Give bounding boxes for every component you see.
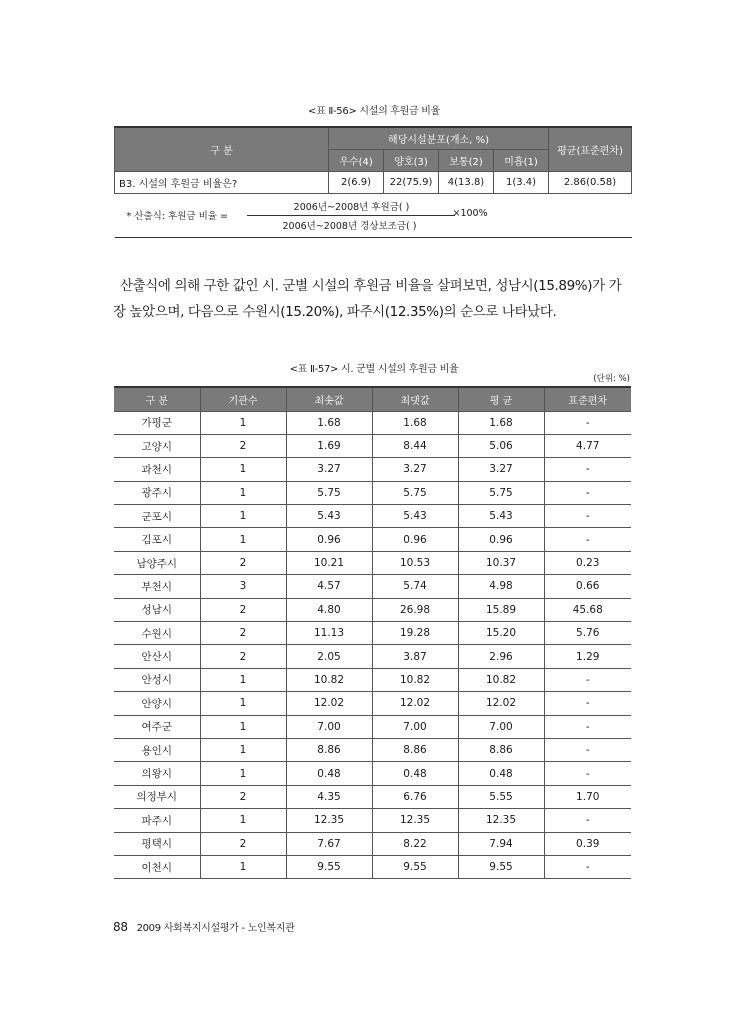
table2-header: 최댓값: [372, 387, 458, 411]
table-cell: 4.35: [286, 785, 372, 808]
table-row: [114, 551, 631, 574]
table-row: [114, 505, 631, 528]
table-cell: 1.68: [372, 411, 458, 434]
table-cell: 0.96: [286, 528, 372, 551]
table-cell: 1.70: [544, 785, 631, 808]
table1-mean-cell: 2.86(0.58): [549, 171, 632, 193]
table-cell: 8.44: [372, 434, 458, 457]
table2-header: 기관수: [200, 387, 286, 411]
table-cell: 10.21: [286, 551, 372, 574]
body-paragraph: [113, 273, 638, 325]
region-cell: 평택시: [114, 832, 200, 855]
formula-multiplier: ×100%: [452, 207, 488, 219]
table-row: [114, 645, 631, 668]
table-cell: 0.96: [372, 528, 458, 551]
table1-cell: 4(13.8): [439, 171, 494, 193]
region-cell: 안양시: [114, 692, 200, 715]
table1-subheader: 우수(4): [329, 149, 384, 171]
table-cell: 5.55: [458, 785, 544, 808]
table-cell: 8.86: [372, 738, 458, 761]
table-cell: 9.55: [286, 855, 372, 878]
table-row: [114, 575, 631, 598]
table2-header: 최솟값: [286, 387, 372, 411]
table-cell: 7.67: [286, 832, 372, 855]
unit-label: (단위: %): [593, 374, 630, 384]
table-cell: 1: [200, 738, 286, 761]
table1-subheader: 보통(2): [439, 149, 494, 171]
table-cell: 0.23: [544, 551, 631, 574]
table-cell: 5.76: [544, 622, 631, 645]
table-cell: 4.80: [286, 598, 372, 621]
table-cell: 0.48: [286, 762, 372, 785]
table1-row: [115, 171, 632, 193]
table1-subheader: 미흡(1): [494, 149, 549, 171]
table-cell: -: [544, 481, 631, 504]
table-cell: -: [544, 411, 631, 434]
table-cell: 7.00: [458, 715, 544, 738]
table1-caption: <표 Ⅱ-56> 시설의 후원금 비율: [308, 106, 440, 117]
region-cell: 수원시: [114, 622, 200, 645]
table-cell: 2: [200, 434, 286, 457]
table-cell: 0.96: [458, 528, 544, 551]
table-cell: -: [544, 458, 631, 481]
page-number: 88: [113, 920, 128, 934]
region-cell: 이천시: [114, 855, 200, 878]
region-cell: 용인시: [114, 738, 200, 761]
table-row: [114, 809, 631, 832]
table-cell: -: [544, 855, 631, 878]
table-cell: 5.75: [458, 481, 544, 504]
region-cell: 의정부시: [114, 785, 200, 808]
region-cell: 파주시: [114, 809, 200, 832]
table-cell: 2: [200, 832, 286, 855]
table-cell: 12.35: [372, 809, 458, 832]
table-row: [114, 832, 631, 855]
table-cell: 1: [200, 855, 286, 878]
table1-header-category: 구 분: [115, 127, 329, 171]
table-cell: -: [544, 668, 631, 691]
table-cell: 1: [200, 505, 286, 528]
table-row: [114, 668, 631, 691]
table-cell: 2: [200, 598, 286, 621]
table-cell: 3.87: [372, 645, 458, 668]
table-row: [114, 434, 631, 457]
table-cell: 10.37: [458, 551, 544, 574]
table-cell: 10.82: [458, 668, 544, 691]
formula-denominator: 2006년~2008년 경상보조금( ): [282, 220, 417, 232]
table-cell: 1.68: [458, 411, 544, 434]
table-cell: 3.27: [458, 458, 544, 481]
table-cell: 0.48: [372, 762, 458, 785]
table-cell: 2: [200, 551, 286, 574]
table-cell: 1.68: [286, 411, 372, 434]
table-cell: 2: [200, 785, 286, 808]
table-cell: 1.29: [544, 645, 631, 668]
table-cell: 7.00: [372, 715, 458, 738]
table2-header-row: [114, 387, 631, 411]
table-cell: 0.48: [458, 762, 544, 785]
table-cell: 0.66: [544, 575, 631, 598]
table-cell: -: [544, 505, 631, 528]
table-cell: 10.53: [372, 551, 458, 574]
paragraph-line: 장 높았으며, 다음으로 수원시(15.20%), 파주시(12.35%)의 순으로 나타났다.: [113, 304, 557, 320]
formula-cell: [115, 193, 632, 237]
table-cell: -: [544, 715, 631, 738]
footer-title: 2009 사회복지시설평가 - 노인복지관: [136, 923, 295, 934]
table-row: [114, 855, 631, 878]
table1-header-mean: 평균(표준편차): [549, 127, 632, 171]
table-cell: 12.02: [458, 692, 544, 715]
table-cell: 26.98: [372, 598, 458, 621]
table-row: [114, 692, 631, 715]
table-cell: 2: [200, 622, 286, 645]
table-cell: 4.57: [286, 575, 372, 598]
table-cell: 11.13: [286, 622, 372, 645]
region-cell: 부천시: [114, 575, 200, 598]
table-cell: 1: [200, 528, 286, 551]
table-cell: 1: [200, 411, 286, 434]
region-cell: 광주시: [114, 481, 200, 504]
table-cell: 7.94: [458, 832, 544, 855]
region-cell: 성남시: [114, 598, 200, 621]
table2-caption: <표 Ⅱ-57> 시. 군별 시설의 후원금 비율: [289, 364, 459, 375]
table-cell: 45.68: [544, 598, 631, 621]
table-cell: 5.43: [286, 505, 372, 528]
table-cell: 8.86: [286, 738, 372, 761]
formula: [115, 194, 632, 237]
region-cell: 김포시: [114, 528, 200, 551]
table2-header: 평 균: [458, 387, 544, 411]
table-cell: 0.39: [544, 832, 631, 855]
table-cell: 12.35: [458, 809, 544, 832]
table-cell: 1: [200, 668, 286, 691]
table-cell: 5.74: [372, 575, 458, 598]
table-cell: 9.55: [458, 855, 544, 878]
table-cell: 5.43: [372, 505, 458, 528]
table-cell: -: [544, 762, 631, 785]
formula-numerator: 2006년~2008년 후원금( ): [293, 201, 410, 213]
table1-cell: 1(3.4): [494, 171, 549, 193]
table-cell: 9.55: [372, 855, 458, 878]
table-cell: -: [544, 809, 631, 832]
table-cell: 15.20: [458, 622, 544, 645]
table-cell: 1: [200, 809, 286, 832]
table-row: [114, 715, 631, 738]
table-cell: 1: [200, 692, 286, 715]
table-row: [114, 738, 631, 761]
table-row: [114, 411, 631, 434]
table-cell: 19.28: [372, 622, 458, 645]
table-cell: 12.02: [372, 692, 458, 715]
table-row: [114, 598, 631, 621]
table-cell: -: [544, 738, 631, 761]
table1: [114, 126, 632, 238]
table-cell: 12.02: [286, 692, 372, 715]
table-cell: 5.75: [286, 481, 372, 504]
region-cell: 여주군: [114, 715, 200, 738]
region-cell: 군포시: [114, 505, 200, 528]
table-cell: 2.05: [286, 645, 372, 668]
page-footer: [113, 919, 294, 934]
table-cell: 3: [200, 575, 286, 598]
table-cell: 7.00: [286, 715, 372, 738]
table-cell: 15.89: [458, 598, 544, 621]
table-cell: 10.82: [286, 668, 372, 691]
table-cell: 1.69: [286, 434, 372, 457]
table2-body: [114, 411, 631, 879]
region-cell: 안산시: [114, 645, 200, 668]
table-row: [114, 458, 631, 481]
formula-label: * 산출식: 후원금 비율 =: [126, 210, 228, 222]
table-cell: 5.43: [458, 505, 544, 528]
table-cell: 5.06: [458, 434, 544, 457]
table-cell: 8.86: [458, 738, 544, 761]
region-cell: 안성시: [114, 668, 200, 691]
region-cell: 가평군: [114, 411, 200, 434]
region-cell: 과천시: [114, 458, 200, 481]
table-cell: 6.76: [372, 785, 458, 808]
table-row: [114, 481, 631, 504]
table1-subheader: 양호(3): [384, 149, 439, 171]
table-row: [114, 622, 631, 645]
table-cell: 10.82: [372, 668, 458, 691]
table1-question: B3. 시설의 후원금 비율은?: [115, 171, 329, 193]
table-cell: 1: [200, 762, 286, 785]
paragraph-line: 산출식에 의해 구한 값인 시. 군별 시설의 후원금 비율을 살펴보면, 성남시(15.89%)가 가: [120, 278, 622, 294]
table-cell: 1: [200, 458, 286, 481]
table-cell: 12.35: [286, 809, 372, 832]
table-cell: 1: [200, 481, 286, 504]
table-cell: 3.27: [286, 458, 372, 481]
fraction-line: [247, 215, 455, 216]
table2-header: 구 분: [114, 387, 200, 411]
table2-header: 표준편차: [544, 387, 631, 411]
table1-header-distribution: 해당시설분포(개소, %): [329, 127, 549, 149]
table1-cell: 22(75.9): [384, 171, 439, 193]
region-cell: 의왕시: [114, 762, 200, 785]
table-cell: -: [544, 692, 631, 715]
table-cell: 1: [200, 715, 286, 738]
table-cell: -: [544, 528, 631, 551]
table-cell: 4.98: [458, 575, 544, 598]
table-cell: 4.77: [544, 434, 631, 457]
region-cell: 고양시: [114, 434, 200, 457]
table-cell: 8.22: [372, 832, 458, 855]
table-cell: 5.75: [372, 481, 458, 504]
table-row: [114, 785, 631, 808]
table-cell: 2: [200, 645, 286, 668]
table-row: [114, 528, 631, 551]
table-cell: 2.96: [458, 645, 544, 668]
table-row: [114, 762, 631, 785]
region-cell: 남양주시: [114, 551, 200, 574]
table-cell: 3.27: [372, 458, 458, 481]
table1-cell: 2(6.9): [329, 171, 384, 193]
table2: [114, 386, 631, 879]
